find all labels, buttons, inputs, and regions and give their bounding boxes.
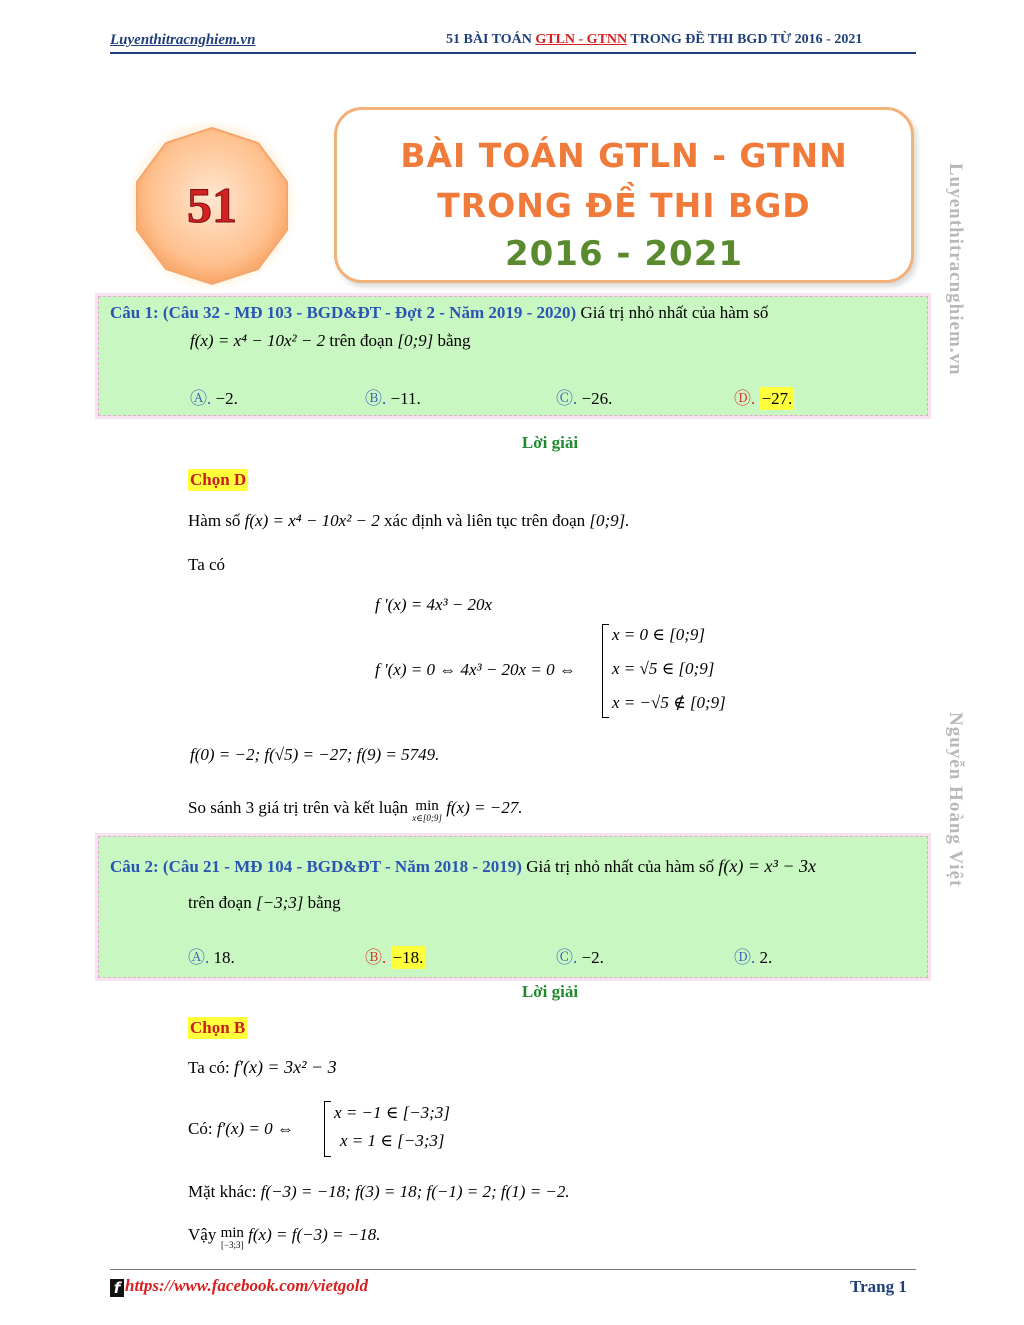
header-title-post: TRONG ĐỀ THI BGD TỪ 2016 - 2021 — [627, 32, 863, 47]
sol2-derivative: f′(x) = 3x² − 3 — [234, 1057, 337, 1077]
q1-option-a-key: Ⓐ. — [190, 389, 212, 408]
title-line-1: BÀI TOÁN GTLN - GTNN — [400, 136, 848, 175]
q1-interval: [0;9] — [397, 331, 434, 350]
q2-source: (Câu 21 - MĐ 104 - BGD&ĐT - Năm 2018 - 2019) — [162, 857, 522, 876]
q1-text-3: bằng — [437, 331, 471, 350]
title-line-3: 2016 - 2021 — [504, 234, 744, 274]
q2-function: f(x) = x³ − 3x — [718, 856, 816, 876]
sol2-mk-pre: Mặt khác: — [188, 1182, 257, 1201]
side-watermark-site: Luyenthitracnghiem.vn — [945, 163, 966, 376]
sol2-min-op — [221, 1226, 244, 1250]
number-badge — [125, 120, 299, 294]
q1-line-2 — [190, 331, 471, 351]
sol2-conclusion: f(x) = f(−3) = −18. — [248, 1225, 381, 1244]
q2-option-c-value: −2. — [581, 948, 604, 967]
q2-option-d[interactable] — [734, 943, 772, 968]
q1-label: Câu 1: — [110, 303, 159, 322]
q1-text-2: trên đoạn — [329, 331, 394, 350]
footer-divider — [110, 1269, 916, 1270]
sol1-taco: Ta có — [188, 555, 226, 574]
sol1-line-1-pre: Hàm số — [188, 511, 241, 530]
sol2-vay: Vậy — [188, 1225, 217, 1244]
q1-option-d[interactable] — [734, 384, 794, 409]
sol1-line-1 — [188, 511, 630, 531]
q1-option-b[interactable] — [365, 384, 421, 409]
side-watermark-author: Nguyễn Hoàng Việt — [945, 712, 966, 888]
footer-facebook[interactable] — [110, 1276, 368, 1297]
q2-option-d-value: 2. — [759, 948, 773, 967]
q1-option-c-key: Ⓒ. — [556, 389, 578, 408]
q2-option-c-key: Ⓒ. — [556, 948, 578, 967]
q1-option-d-value: −27. — [761, 389, 793, 408]
sol1-conclusion — [188, 798, 522, 823]
sol2-case-1: x = −1 ∈ [−3;3] — [334, 1103, 450, 1122]
sol2-case-2: x = 1 ∈ [−3;3] — [340, 1131, 445, 1150]
sol1-derivative: f '(x) = 4x³ − 20x — [375, 595, 493, 614]
header-title-pre: 51 BÀI TOÁN — [446, 32, 536, 47]
header-title-red: GTLN - GTNN — [535, 32, 628, 47]
sol2-min: min — [220, 1225, 244, 1241]
sol1-choose: Chọn D — [190, 470, 247, 489]
q2-line-2 — [188, 893, 341, 913]
sol1-case-3: x = −√5 ∉ [0;9] — [612, 693, 726, 712]
q1-option-a[interactable] — [190, 384, 238, 409]
q2-option-d-key: Ⓓ. — [734, 948, 756, 967]
sol1-equation: f '(x) = 0 ⇔ 4x³ − 20x = 0 ⇔ — [375, 660, 576, 679]
sol1-line-1-post: xác định và liên tục trên đoạn — [384, 511, 586, 530]
q2-text: Giá trị nhỏ nhất của hàm số — [526, 857, 715, 876]
sol2-title: Lời giải — [521, 982, 579, 1001]
q2-option-a-value: 18. — [213, 948, 235, 967]
q2-option-c[interactable] — [556, 943, 604, 968]
q2-text-3: bằng — [307, 893, 341, 912]
header-divider — [110, 52, 916, 54]
q1-option-a-value: −2. — [215, 389, 238, 408]
sol2-line-2 — [188, 1119, 294, 1139]
sol1-values: f(0) = −2; f(√5) = −27; f(9) = 5749. — [190, 745, 440, 764]
sol1-min-op — [412, 799, 442, 823]
sol2-mk: f(−3) = −18; f(3) = 18; f(−1) = 2; f(1) = −2. — [260, 1182, 570, 1201]
q2-label: Câu 2: — [110, 857, 159, 876]
sol1-concl-post: f(x) = −27. — [446, 798, 523, 817]
q1-function: f(x) = x⁴ − 10x² − 2 — [190, 331, 326, 350]
q1-source: (Câu 32 - MĐ 103 - BGD&ĐT - Đợt 2 - Năm 2019 - 2020) — [162, 303, 577, 322]
q1-option-b-value: −11. — [390, 389, 421, 408]
sol1-brace — [602, 624, 609, 718]
page-number: Trang 1 — [850, 1277, 907, 1296]
sol2-choose: Chọn B — [190, 1018, 246, 1037]
q2-option-a[interactable] — [188, 943, 235, 968]
q1-option-c-value: −26. — [581, 389, 613, 408]
sol2-taco: Ta có: — [188, 1058, 230, 1077]
title-box — [334, 107, 914, 283]
sol1-case-1: x = 0 ∈ [0;9] — [612, 625, 705, 644]
q2-option-a-key: Ⓐ. — [188, 948, 210, 967]
q1-option-c[interactable] — [556, 384, 612, 409]
q2-option-b[interactable] — [365, 943, 425, 968]
q2-option-b-key: Ⓑ. — [365, 948, 387, 967]
q1-option-b-key: Ⓑ. — [365, 389, 387, 408]
sol2-brace — [324, 1101, 331, 1157]
q1-text: Giá trị nhỏ nhất của hàm số — [580, 303, 769, 322]
sol1-min-sub: x∈[0;9] — [412, 813, 442, 823]
sol1-function: f(x) = x⁴ − 10x² − 2 — [244, 511, 380, 530]
sol1-title: Lời giải — [521, 433, 579, 452]
q2-option-b-value: −18. — [392, 948, 424, 967]
sol2-line-3 — [188, 1182, 570, 1202]
title-line-2: TRONG ĐỀ THI BGD — [437, 186, 811, 225]
q1-line-1 — [110, 303, 916, 323]
q2-interval: [−3;3] — [255, 893, 304, 912]
badge-number: 51 — [187, 177, 237, 233]
sol1-min: min — [415, 798, 439, 814]
doc-header-title — [446, 32, 862, 48]
sol2-line-1 — [188, 1057, 337, 1078]
sol2-co: Có: — [188, 1119, 213, 1138]
facebook-icon: f — [110, 1279, 124, 1297]
sol1-case-2: x = √5 ∈ [0;9] — [612, 659, 715, 678]
sol2-line-4 — [188, 1225, 380, 1250]
sol1-concl-pre: So sánh 3 giá trị trên và kết luận — [188, 798, 409, 817]
sol2-equation: f′(x) = 0 ⇔ — [216, 1119, 294, 1138]
footer-link[interactable]: https://www.facebook.com/vietgold — [125, 1276, 369, 1295]
q2-line-1 — [110, 856, 916, 877]
sol2-min-sub: [−3;3] — [220, 1240, 244, 1250]
site-name[interactable]: Luyenthitracnghiem.vn — [110, 32, 256, 48]
q2-text-2: trên đoạn — [188, 893, 252, 912]
q1-option-d-key: Ⓓ. — [734, 389, 756, 408]
sol1-interval: [0;9]. — [589, 511, 630, 530]
